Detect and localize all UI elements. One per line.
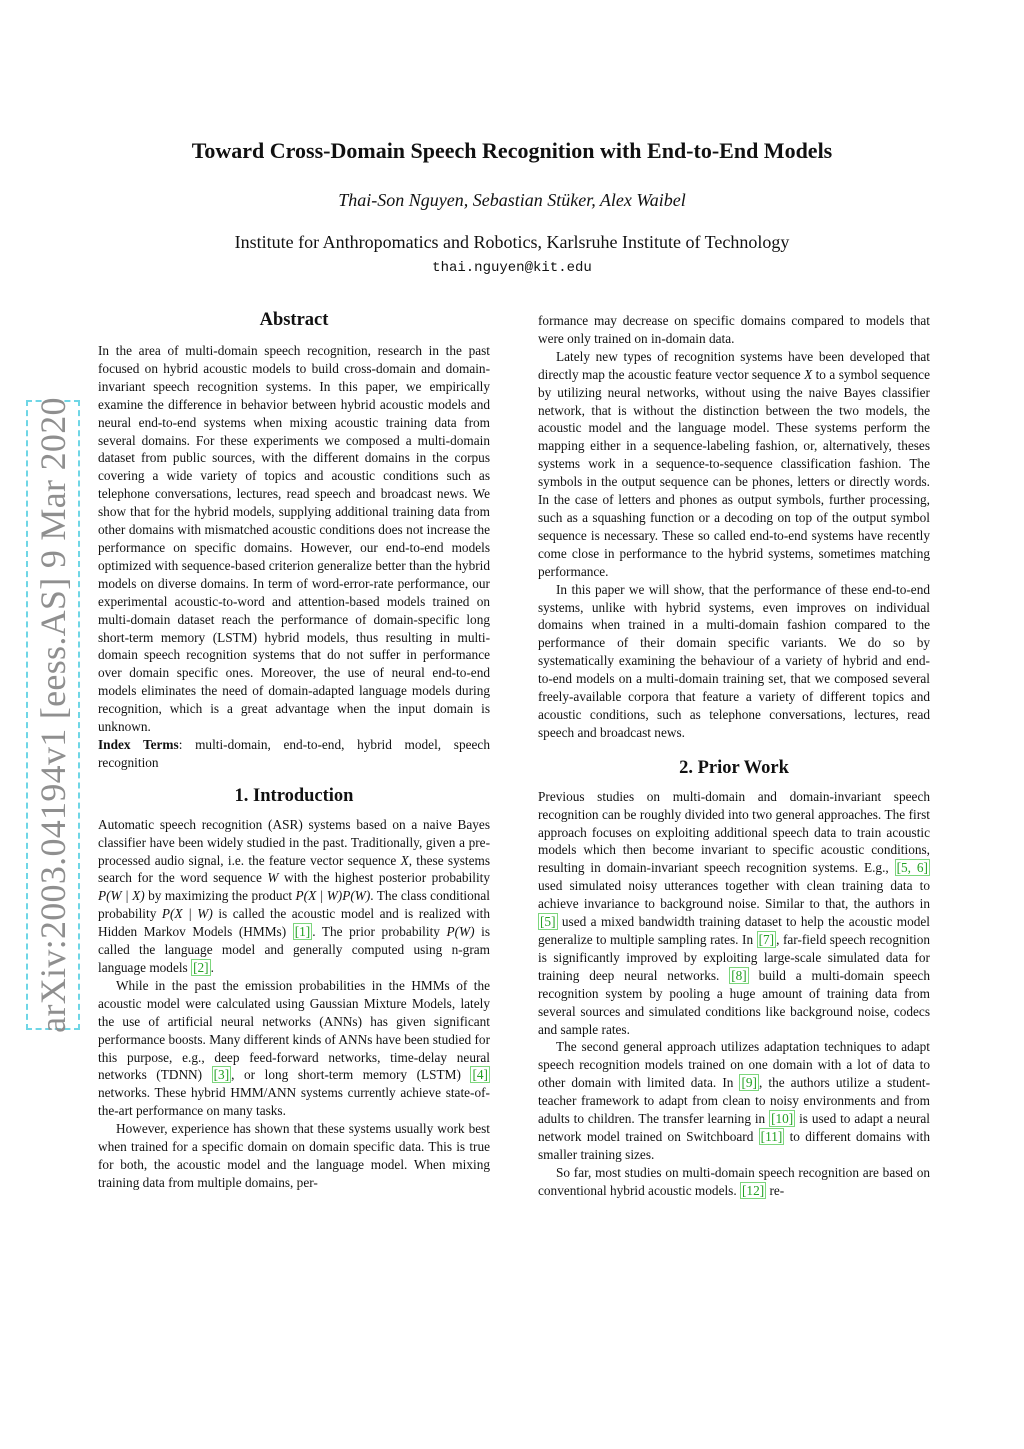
right-column — [538, 312, 930, 1200]
index-terms — [98, 736, 490, 772]
abstract-heading: Abstract — [259, 310, 329, 330]
math-likelihood: P(X | W) — [161, 906, 213, 922]
citation-link[interactable]: [4] — [472, 1067, 488, 1083]
citation-link[interactable]: [8] — [731, 967, 747, 983]
citation-link[interactable]: [3] — [213, 1067, 230, 1083]
citation-link[interactable]: [2] — [193, 960, 209, 975]
math-prior: P(W) — [446, 924, 475, 940]
prior-paragraph-3: So far, most studies on multi-domain speech recognition are based on conventional hybrid acoustic models. [12] re- — [538, 1164, 930, 1198]
paper-title: Toward Cross-Domain Speech Recognition with End-to-End Models — [191, 138, 833, 163]
citation-link[interactable]: [5] — [540, 914, 556, 930]
intro-paragraph-3-continued: formance may decrease on specific domains compared to models that were only trained on in-domain data. — [538, 313, 930, 346]
intro-paragraph-3: However, experience has shown that these systems usually work best when trained for a specific domain on domain specific data. This is true for both, the acoustic model and the language model. When mixing training data from multiple domains, per- — [98, 1121, 490, 1190]
index-terms-label: Index Terms — [98, 736, 179, 752]
prior-work-heading: 2. Prior Work — [679, 757, 789, 778]
author-email[interactable]: thai.nguyen@kit.edu — [432, 260, 592, 276]
citation-link[interactable]: [9] — [741, 1075, 757, 1091]
math-product: P(X | W)P(W) — [295, 888, 371, 904]
citation-link[interactable]: [7] — [758, 932, 775, 947]
citation-link[interactable]: [10] — [771, 1111, 794, 1127]
arxiv-identifier-stamp — [26, 397, 80, 1033]
arxiv-id: arXiv:2003.04194v1 [eess.AS] 9 Mar 2020 — [33, 397, 73, 1033]
left-column — [98, 308, 490, 1192]
introduction-heading: 1. Introduction — [234, 785, 354, 806]
intro-paragraph-2: While in the past the emission probabilities in the HMMs of the acoustic model were calculated using Gaussian Mixture Models, lately the use of artificial neural networks (ANNs) has given significant performance boosts. Many different kinds of ANNs have been studied for this purpose, e.g., deep feed-forward networks, time-delay neural networks (TDNN) [3] , or long short-term memory (LSTM) [4] networks. These hybrid HMM/ANN systems currently achieve state-of-the-art performance on many tasks. — [98, 977, 490, 1119]
citation-link[interactable]: [12] — [742, 1182, 765, 1198]
intro-paragraph-1: Automatic speech recognition (ASR) systems based on a naive Bayes classifier have been widely studied in the past. Traditionally, given a pre-processed audio signal, i.e. the feature vector sequence X, these systems search for the word sequence W with the highest posterior probability P(W | X) by maximizing the product P(X | W)P(W). The class conditional probability P(X | W) is called the acoustic model and is realized with Hidden Markov Models (HMMs) [1] . The prior probability P(W) is called the language model and generally computed using n-gram language models [2] . — [98, 816, 491, 975]
math-X: X — [804, 366, 813, 382]
citation-link[interactable]: [11] — [760, 1128, 783, 1144]
affiliation: Institute for Anthropomatics and Robotics, Karlsruhe Institute of Technology — [234, 232, 790, 252]
prior-paragraph-1: Previous studies on multi-domain and domain-invariant speech recognition can be roughly divided into two general approaches. The first approach focuses on exploiting additional speech data to train acoustic models which then become invariant to specific acoustic conditions, resulting in domain-invariant speech recognition systems. E.g., [5, 6] used simulated noisy utterances together with clean training data to achieve invariance to background noise. Similar to that, the authors in [5] used a mixed bandwidth training dataset to help the acoustic model generalize to multiple sampling rates. In [7] , far-field speech recognition is significantly improved by exploiting large-scale simulated data for training deep neural networks. [8] build a multi-domain speech recognition system by pooling a huge amount of training data from several sources and simulated conditions like background noise, codecs and sample rates. — [538, 788, 930, 1037]
math-W: W — [267, 870, 279, 886]
prior-paragraph-2: The second general approach utilizes adaptation techniques to adapt speech recognition models trained on one domain with a lot of data to other domain with limited data. In [9] , the authors utilize a student-teacher framework to adapt from clean to noisy environments and from adults to children. The transfer learning in [10] is used to adapt a neural network model trained on Switchboard [11] to different domains with smaller training sizes. — [538, 1039, 931, 1162]
abstract-text: In the area of multi-domain speech recognition, research in the past focused on hybrid acoustic models to build cross-domain and domain-invariant speech recognition systems. In this paper, we empirically examine the difference in behavior between hybrid acoustic models and neural end-to-end systems when mixing acoustic training data from several domains. For these experiments we composed a multi-domain dataset from public sources, with the different domains in the corpus covering a wide variety of topics and acoustic conditions such as telephone conversations, lectures, read speech and broadcast news. We show that for the hybrid models, supplying additional training data from other domains with mismatched acoustic conditions does not increase the performance on specific domains. However, our end-to-end models optimized with sequence-based criterion generalize better than the hybrid models on diverse domains. In term of word-error-rate performance, our experimental acoustic-to-word and attention-based models trained on multi-domain dataset reach the performance of domain-specific long short-term memory (LSTM) hybrid models, thus resulting in multi-domain speech recognition systems that do not suffer in performance over domain specific ones. Moreover, the use of neural end-to-end models eliminates the need of domain-adapted language models during recognition, which is a great advantage when the input domain is unknown. — [98, 343, 490, 735]
index-terms-text: : multi-domain, end-to-end, hybrid model, speech recognition — [98, 736, 490, 770]
citation-link[interactable]: [1] — [294, 924, 311, 940]
citation-link[interactable]: [5, 6] — [896, 860, 928, 876]
intro-paragraph-5: In this paper we will show, that the performance of these end-to-end systems, unlike with hybrid systems, even improves on individual domains when trained in a multi-domain fashion compared to the performance of their domain specific variants. We do so by systematically examining the behaviour of a variety of hybrid and end-to-end models on a multi-domain training set, that we composed several freely-available corpora that feature a variety of different topics and acoustic conditions, such as telephone conversations, lectures, read speech and broadcast news. — [538, 581, 930, 740]
author-list: Thai-Son Nguyen, Sebastian Stüker, Alex Waibel — [338, 190, 686, 210]
math-posterior: P(W | X) — [98, 888, 145, 904]
intro-paragraph-4: Lately new types of recognition systems have been developed that directly map the acoustic feature vector sequence X to a symbol sequence by utilizing neural networks, without using the naive Bayes classifier network, that is without the distinction between the two models, the acoustic model and the language model. These systems perform the mapping either in a sequence-labeling fashion, or, alternatively, theses systems work in a sequence-to-sequence classification fashion. The symbols in the output sequence can be phones, letters or directly words. In the case of letters and phones as output symbols, further processing, such as a squashing function or a decoding on top of the output symbol sequence is necessary. These so called end-to-end systems have recently come close in performance to the hybrid systems, sometimes matching performance. — [538, 348, 930, 579]
math-X: X — [400, 852, 409, 868]
